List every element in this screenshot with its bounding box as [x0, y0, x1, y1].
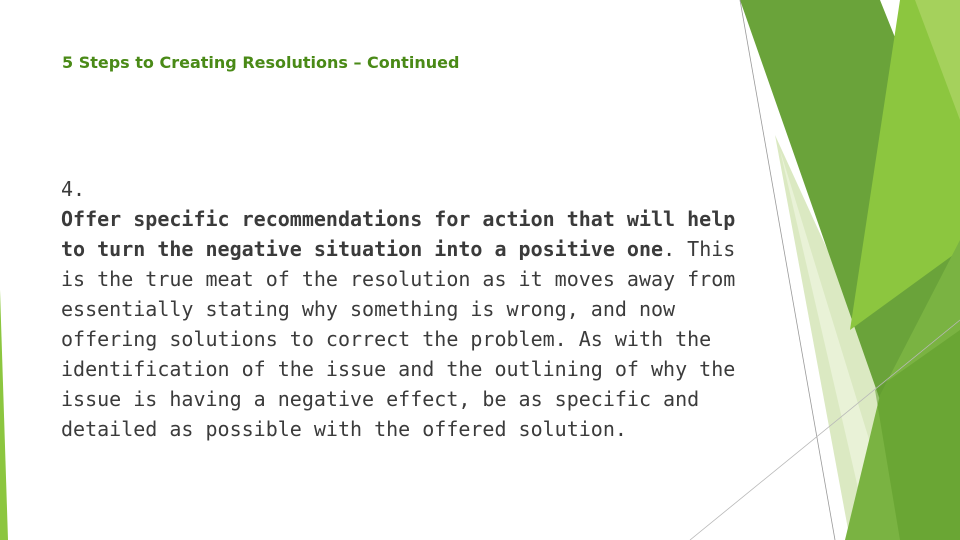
slide-body	[61, 174, 741, 444]
bold-period: .	[663, 237, 676, 261]
step-paragraph	[61, 204, 741, 444]
slide-title: 5 Steps to Creating Resolutions – Continued	[62, 53, 460, 72]
left-edge-accent	[0, 290, 8, 540]
step-heading-bold: Offer specific recommendations for action that will help to turn the negative situation into a positive one	[61, 207, 736, 261]
step-number: 4.	[61, 177, 86, 201]
step-description: This is the true meat of the resolution as it moves away from essentially stating why something is wrong, and now offering solutions to correct the problem. As with the identification of the issue and the outlining of why the issue is having a negative effect, be as specific and detailed as possible with the offered solution.	[61, 237, 736, 441]
